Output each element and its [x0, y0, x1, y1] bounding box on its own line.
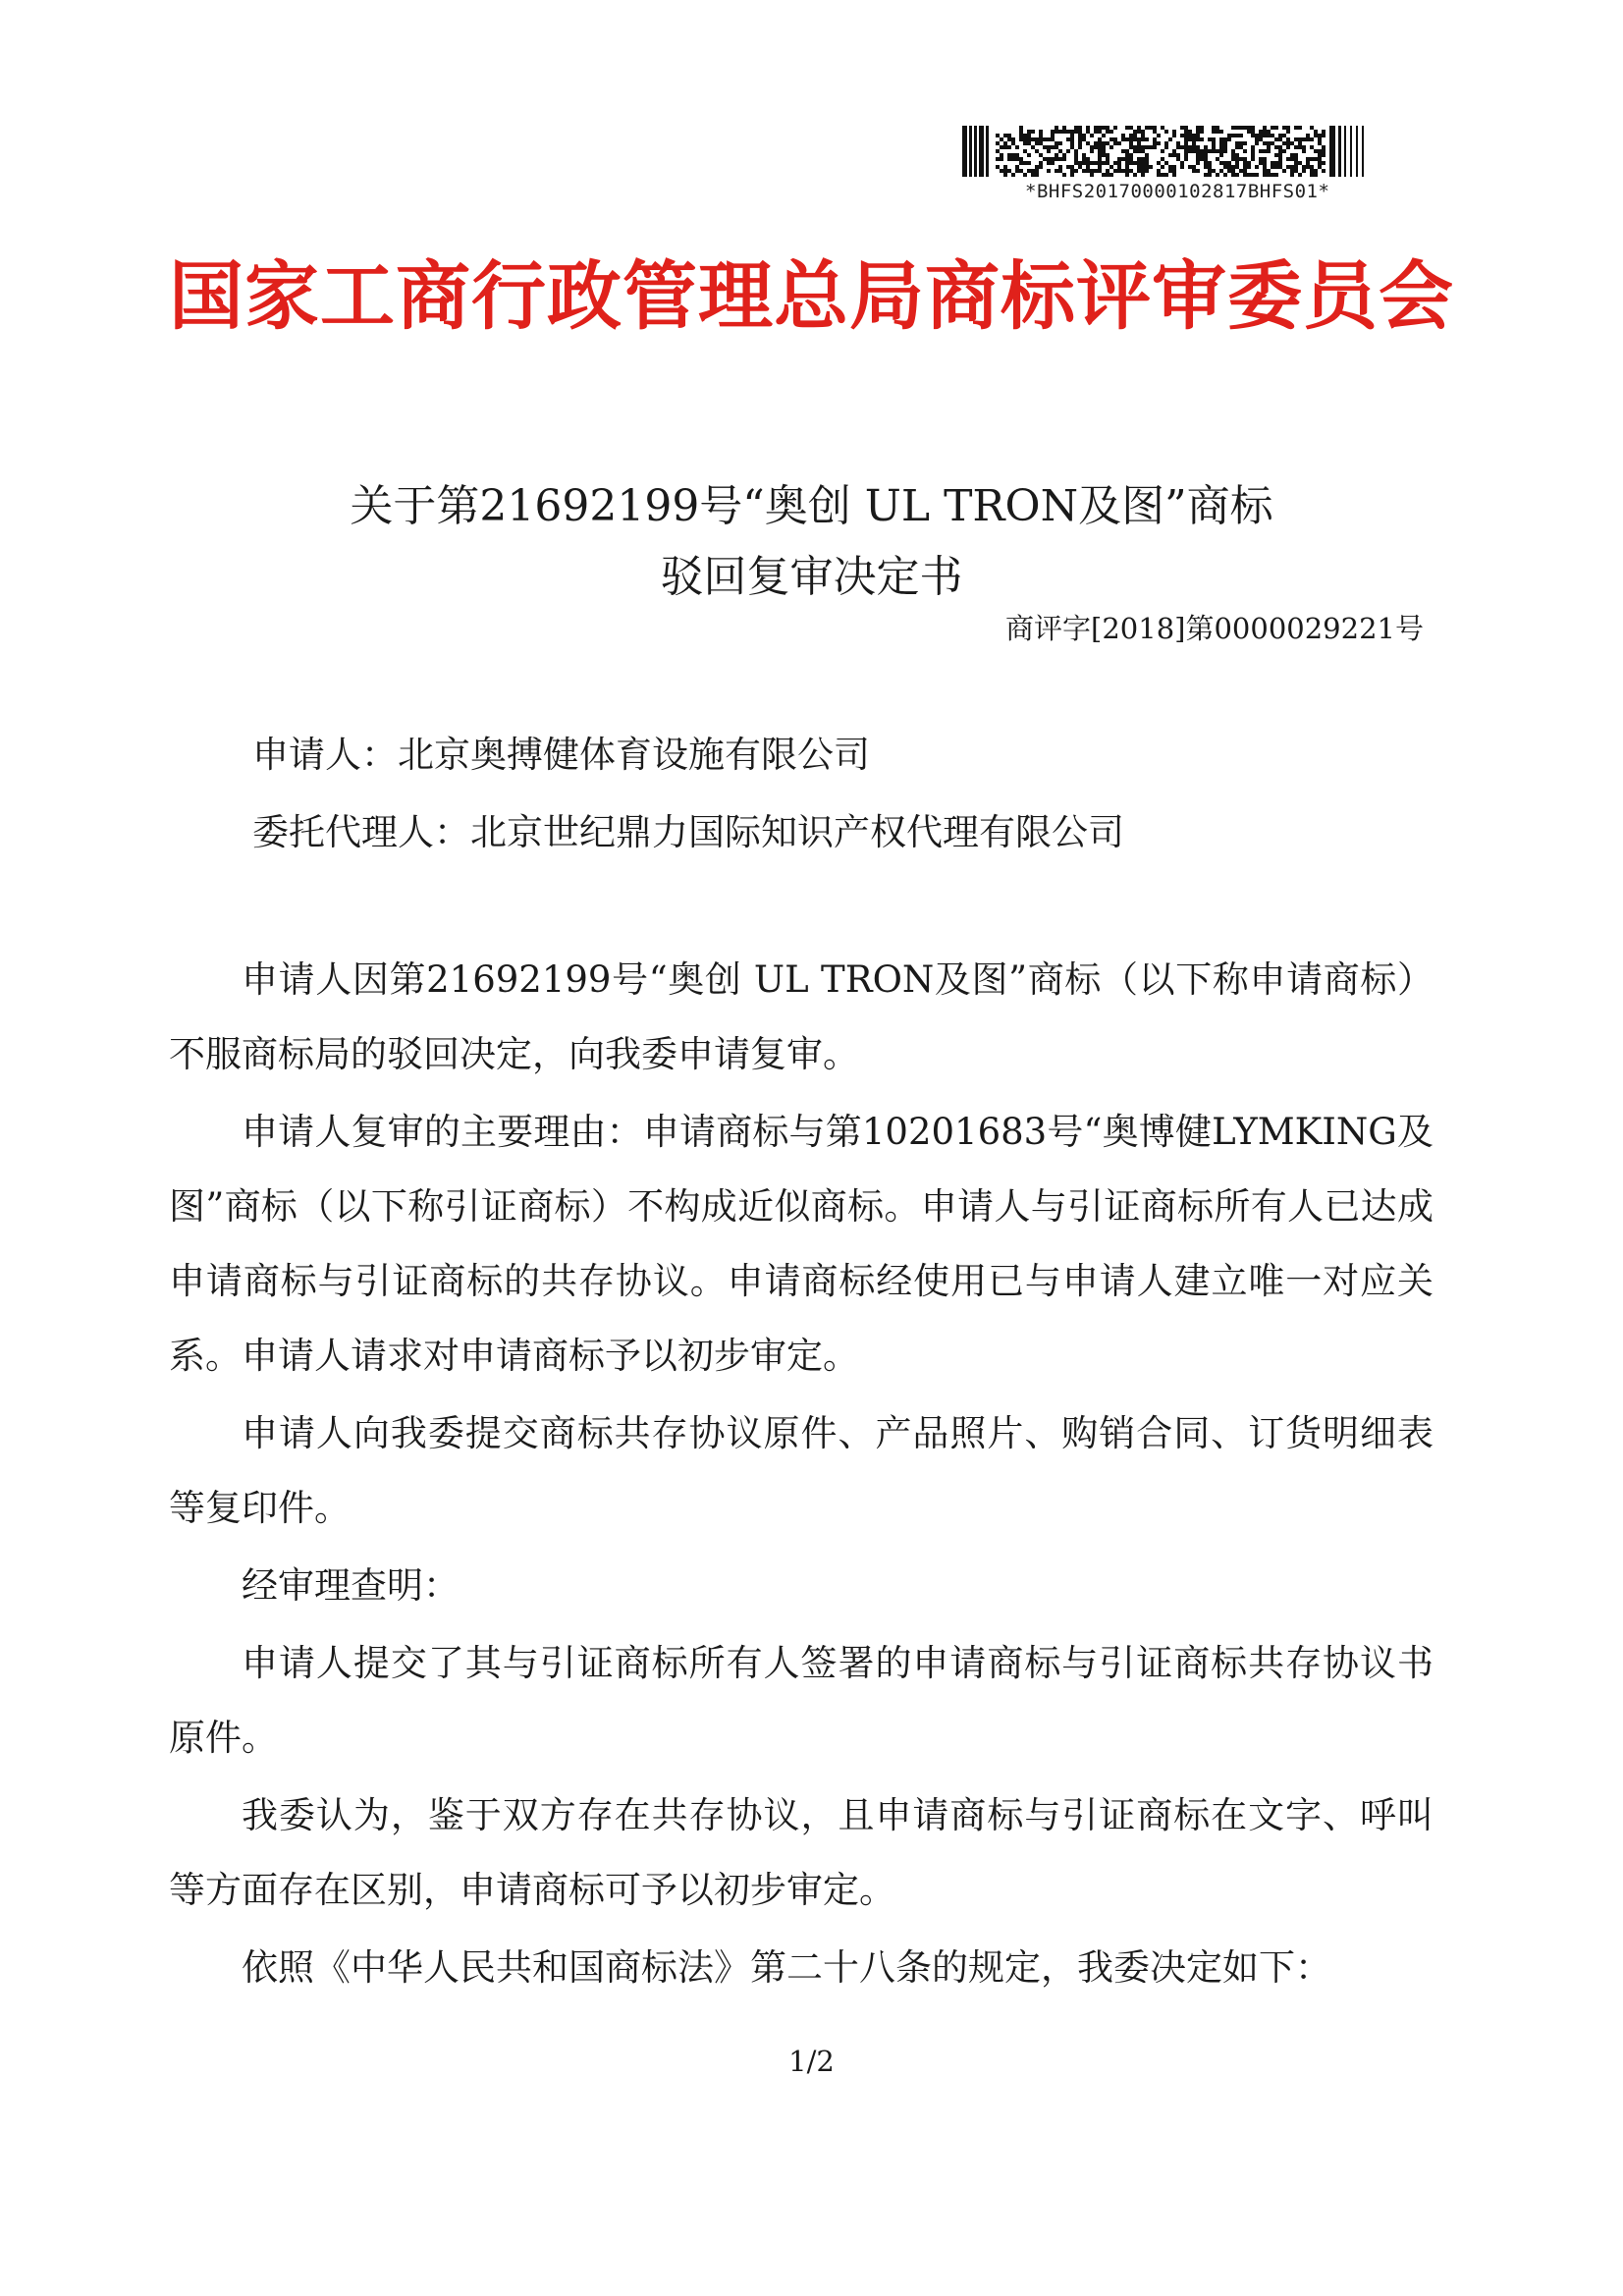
paragraph: 我委认为，鉴于双方存在共存协议，且申请商标与引证商标在文字、呼叫等方面存在区别，申请商标可予以初步审定。	[169, 1794, 1434, 1911]
decision-body	[169, 943, 1434, 2005]
agent-line: 委托代理人：北京世纪鼎力国际知识产权代理有限公司	[252, 811, 1124, 853]
paragraph: 依照《中华人民共和国商标法》第二十八条的规定，我委决定如下：	[242, 1946, 1331, 1989]
barcode-text: *BHFS20170000102817BHFS01*	[1025, 181, 1330, 202]
paragraph: 申请人向我委提交商标共存协议原件、产品照片、购销合同、订货明细表等复印件。	[169, 1412, 1434, 1529]
paragraph: 经审理查明：	[242, 1564, 460, 1607]
barcode	[962, 126, 1384, 202]
page-number: 1/2	[788, 2045, 835, 2078]
organization-header: 国家工商行政管理总局商标评审委员会	[169, 252, 1454, 340]
document-number: 商评字[2018]第0000029221号	[1005, 612, 1424, 645]
paragraph: 申请人复审的主要理由：申请商标与第10201683号“奥博健LYMKING及图”商标（以下称引证商标）不构成近似商标。申请人与引证商标所有人已达成申请商标与引证商标的共存协议。申请商标经使用已与申请人建立唯一对应关系。申请人请求对申请商标予以初步审定。	[169, 1111, 1434, 1377]
document-title-line2: 驳回复审决定书	[660, 552, 963, 602]
document-title-line1: 关于第21692199号“奥创 UL TRON及图”商标	[350, 481, 1273, 531]
paragraph: 申请人提交了其与引证商标所有人签署的申请商标与引证商标共存协议书原件。	[169, 1642, 1434, 1759]
document-title	[157, 471, 1466, 613]
applicant-line: 申请人：北京奥搏健体育设施有限公司	[252, 734, 870, 776]
paragraph: 申请人因第21692199号“奥创 UL TRON及图”商标（以下称申请商标）不服商标局的驳回决定，向我委申请复审。	[169, 958, 1434, 1075]
barcode-graphic	[962, 126, 1375, 177]
